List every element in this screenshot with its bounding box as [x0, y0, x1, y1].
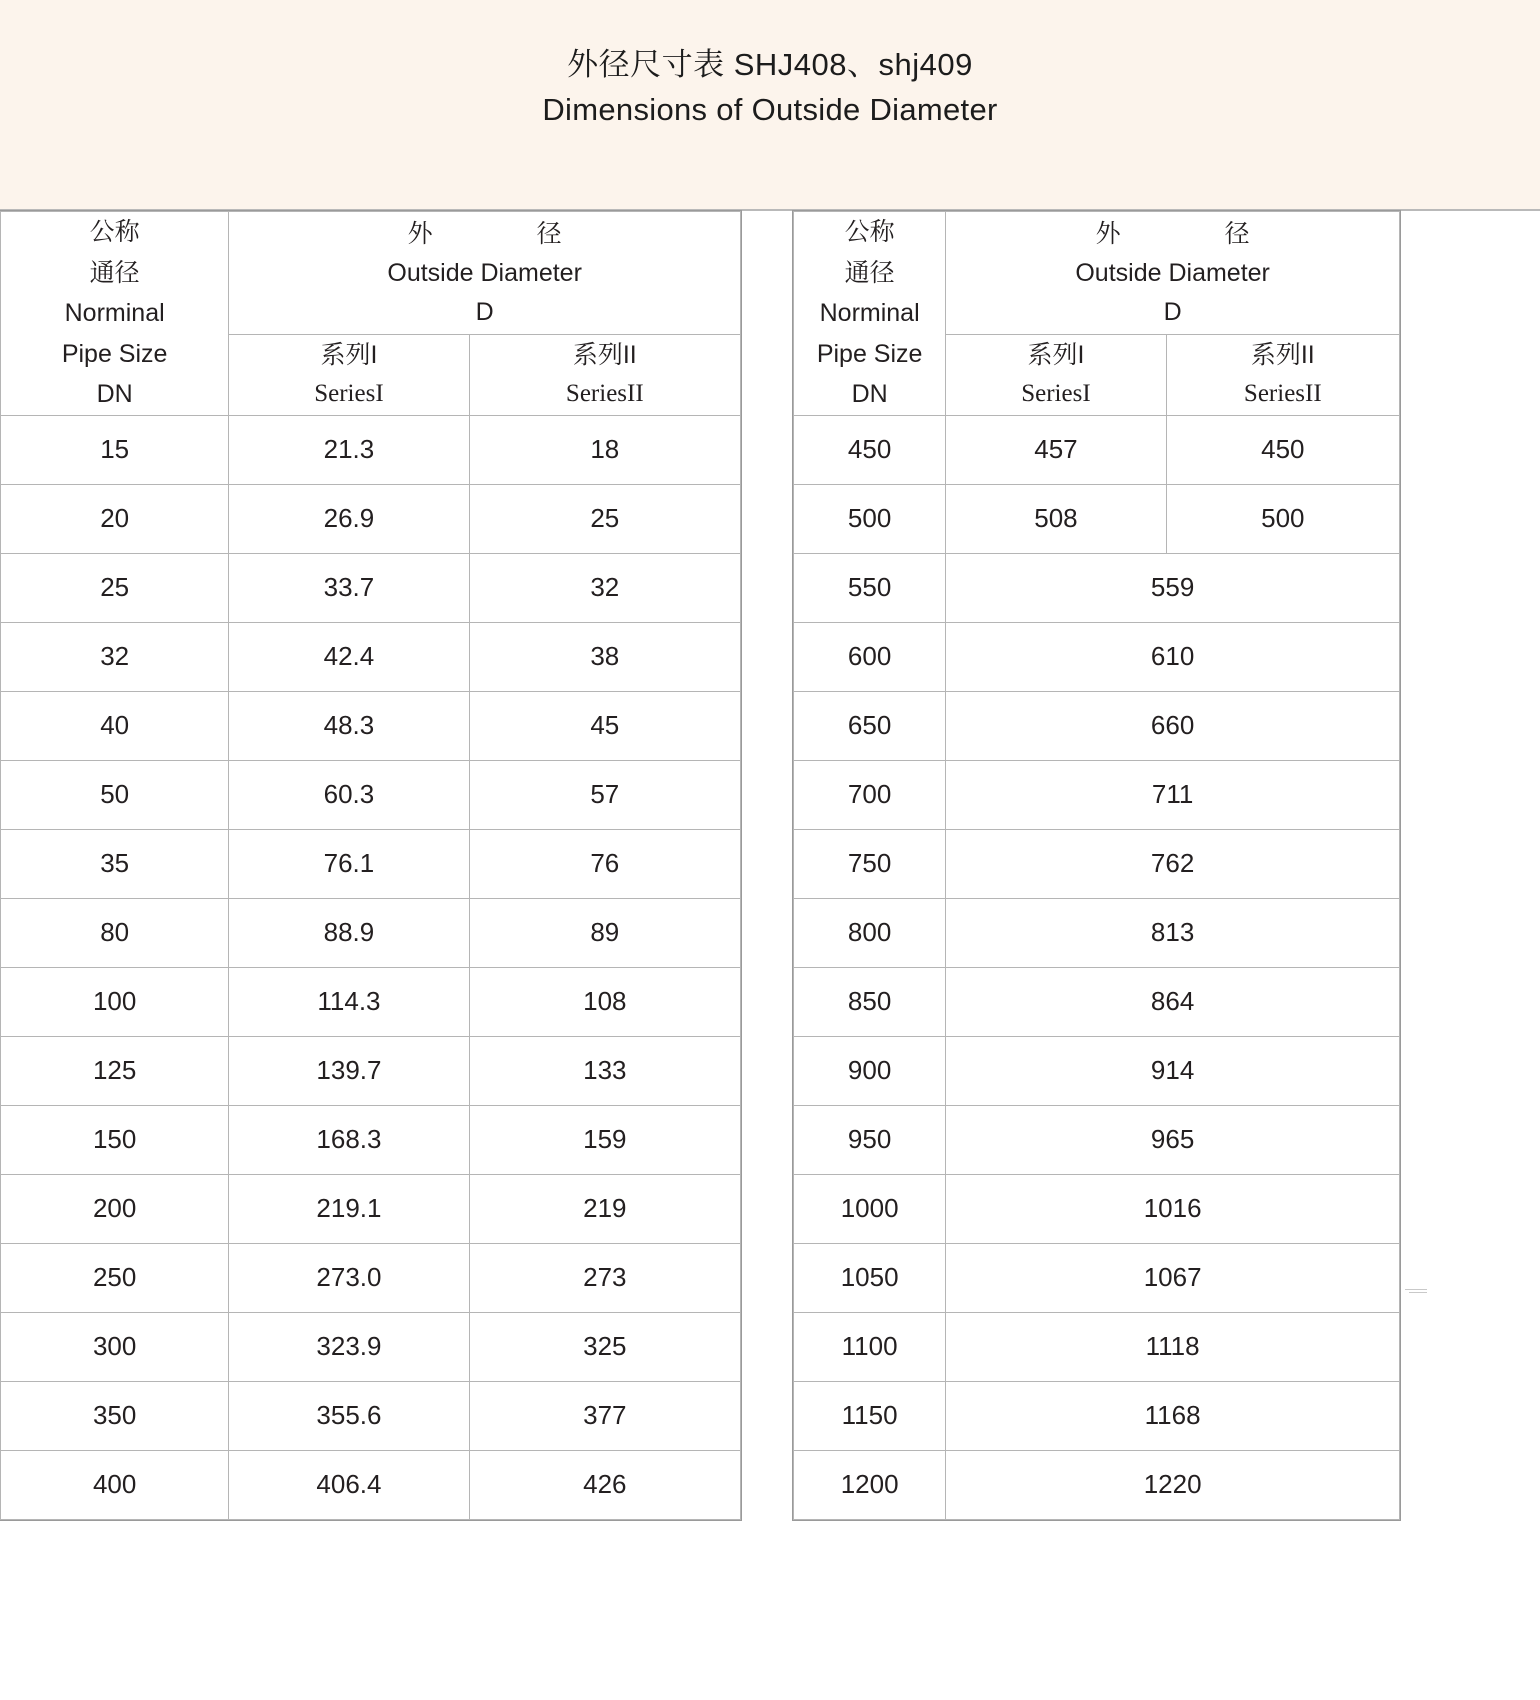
header-series1-cn: 系列I	[1027, 341, 1085, 370]
cell-series-1: 21.3	[229, 415, 469, 484]
cell-nominal-pipe-size: 700	[794, 760, 946, 829]
header-dn-en-2: Pipe Size	[816, 339, 923, 368]
cell-nominal-pipe-size: 600	[794, 622, 946, 691]
cell-nominal-pipe-size: 1150	[794, 1381, 946, 1450]
cell-series-1: 42.4	[229, 622, 469, 691]
cell-series-1: 273.0	[229, 1243, 469, 1312]
cell-outside-diameter-merged: 711	[946, 760, 1400, 829]
table-row	[794, 622, 1400, 691]
cell-nominal-pipe-size: 20	[1, 484, 229, 553]
cell-nominal-pipe-size: 40	[1, 691, 229, 760]
cell-nominal-pipe-size: 900	[794, 1036, 946, 1105]
header-series1-en: SeriesI	[1021, 379, 1091, 407]
cell-outside-diameter-merged: 1118	[946, 1312, 1400, 1381]
cell-nominal-pipe-size: 1050	[794, 1243, 946, 1312]
cell-outside-diameter-merged: 559	[946, 553, 1400, 622]
header-dn-cn-2: 通径	[844, 258, 895, 287]
table-row	[794, 1450, 1400, 1519]
cell-series-2: 450	[1166, 415, 1399, 484]
cell-nominal-pipe-size: 1000	[794, 1174, 946, 1243]
cell-series-1: 219.1	[229, 1174, 469, 1243]
cell-nominal-pipe-size: 300	[1, 1312, 229, 1381]
header-od-en: Outside Diameter	[1075, 258, 1270, 287]
header-series1-cn: 系列I	[320, 341, 378, 370]
cell-nominal-pipe-size: 35	[1, 829, 229, 898]
cell-nominal-pipe-size: 550	[794, 553, 946, 622]
cell-series-1: 457	[946, 415, 1166, 484]
cell-outside-diameter-merged: 660	[946, 691, 1400, 760]
cell-nominal-pipe-size: 350	[1, 1381, 229, 1450]
cell-series-1: 33.7	[229, 553, 469, 622]
table-right-body	[794, 415, 1400, 1519]
cell-nominal-pipe-size: 25	[1, 553, 229, 622]
cell-series-1: 139.7	[229, 1036, 469, 1105]
header-dn-en-1: Norminal	[64, 299, 165, 327]
table-row	[794, 829, 1400, 898]
table-row	[1, 1174, 741, 1243]
cell-series-1: 88.9	[229, 898, 469, 967]
cell-nominal-pipe-size: 50	[1, 760, 229, 829]
table-row	[1, 484, 741, 553]
cell-series-2: 325	[469, 1312, 740, 1381]
header-series-1	[229, 335, 469, 415]
header-od-en: Outside Diameter	[387, 258, 582, 287]
cell-nominal-pipe-size: 750	[794, 829, 946, 898]
cell-nominal-pipe-size: 400	[1, 1450, 229, 1519]
cell-nominal-pipe-size: 100	[1, 967, 229, 1036]
header-series-2	[1166, 335, 1399, 415]
cell-series-2: 273	[469, 1243, 740, 1312]
header-dn-cn-1: 公称	[89, 218, 140, 246]
table-row	[1, 1312, 741, 1381]
header-od-cn: 外 径	[407, 220, 580, 249]
cell-nominal-pipe-size: 1200	[794, 1450, 946, 1519]
cell-outside-diameter-merged: 610	[946, 622, 1400, 691]
cell-series-2: 108	[469, 967, 740, 1036]
cell-nominal-pipe-size: 650	[794, 691, 946, 760]
page-title-chinese: 外径尺寸表 SHJ408、shj409	[567, 46, 973, 82]
header-series2-cn: 系列II	[1250, 341, 1315, 370]
table-row	[794, 415, 1400, 484]
header-nominal-pipe-size	[794, 212, 946, 416]
cell-nominal-pipe-size: 850	[794, 967, 946, 1036]
cell-series-1: 406.4	[229, 1450, 469, 1519]
header-od-symbol: D	[1163, 297, 1182, 326]
table-row	[1, 691, 741, 760]
table-row	[794, 553, 1400, 622]
cell-nominal-pipe-size: 450	[794, 415, 946, 484]
table-row	[1, 1450, 741, 1519]
dimensions-table-right	[793, 211, 1400, 1520]
cell-outside-diameter-merged: 1168	[946, 1381, 1400, 1450]
table-row	[1, 967, 741, 1036]
cell-series-2: 159	[469, 1105, 740, 1174]
scan-artifact-tick	[1409, 1292, 1427, 1293]
cell-series-1: 26.9	[229, 484, 469, 553]
cell-nominal-pipe-size: 500	[794, 484, 946, 553]
header-dn-en-3: DN	[96, 380, 133, 408]
table-row	[1, 1105, 741, 1174]
cell-series-2: 32	[469, 553, 740, 622]
table-row	[794, 1312, 1400, 1381]
table-row	[794, 1105, 1400, 1174]
cell-series-1: 48.3	[229, 691, 469, 760]
cell-nominal-pipe-size: 32	[1, 622, 229, 691]
cell-series-2: 25	[469, 484, 740, 553]
cell-series-2: 38	[469, 622, 740, 691]
header-series2-en: SeriesII	[565, 379, 644, 407]
table-row	[794, 484, 1400, 553]
table-row	[1, 760, 741, 829]
title-banner	[0, 0, 1540, 211]
cell-series-2: 76	[469, 829, 740, 898]
cell-nominal-pipe-size: 250	[1, 1243, 229, 1312]
cell-series-1: 508	[946, 484, 1166, 553]
header-od-symbol: D	[475, 297, 494, 326]
cell-nominal-pipe-size: 125	[1, 1036, 229, 1105]
cell-nominal-pipe-size: 150	[1, 1105, 229, 1174]
header-dn-cn-2: 通径	[89, 258, 140, 287]
cell-series-1: 323.9	[229, 1312, 469, 1381]
table-row	[794, 967, 1400, 1036]
cell-outside-diameter-merged: 813	[946, 898, 1400, 967]
dimensions-table-left	[0, 211, 741, 1520]
header-outside-diameter	[946, 212, 1400, 335]
cell-series-1: 60.3	[229, 760, 469, 829]
cell-nominal-pipe-size: 15	[1, 415, 229, 484]
cell-nominal-pipe-size: 80	[1, 898, 229, 967]
header-nominal-pipe-size	[1, 212, 229, 416]
table-left-header	[1, 212, 741, 416]
table-row	[794, 1174, 1400, 1243]
cell-series-2: 377	[469, 1381, 740, 1450]
header-series-2	[469, 335, 740, 415]
cell-nominal-pipe-size: 1100	[794, 1312, 946, 1381]
tables-area	[0, 211, 1540, 1700]
cell-series-1: 355.6	[229, 1381, 469, 1450]
table-row	[1, 553, 741, 622]
cell-nominal-pipe-size: 950	[794, 1105, 946, 1174]
cell-series-2: 57	[469, 760, 740, 829]
header-series-1	[946, 335, 1166, 415]
header-series2-cn: 系列II	[572, 341, 637, 370]
table-row	[794, 898, 1400, 967]
cell-series-2: 219	[469, 1174, 740, 1243]
header-row-top	[794, 212, 1400, 335]
header-series2-en: SeriesII	[1243, 379, 1322, 407]
cell-outside-diameter-merged: 965	[946, 1105, 1400, 1174]
header-dn-cn-1: 公称	[844, 218, 895, 246]
table-row	[794, 760, 1400, 829]
table-row	[794, 1381, 1400, 1450]
cell-outside-diameter-merged: 1016	[946, 1174, 1400, 1243]
cell-series-2: 500	[1166, 484, 1399, 553]
table-left-body	[1, 415, 741, 1519]
page-title-english: Dimensions of Outside Diameter	[542, 91, 998, 127]
cell-series-2: 45	[469, 691, 740, 760]
cell-outside-diameter-merged: 762	[946, 829, 1400, 898]
scan-artifact-tick	[1405, 1289, 1427, 1290]
header-dn-en-2: Pipe Size	[61, 339, 168, 368]
table-row	[1, 898, 741, 967]
table-row	[794, 1036, 1400, 1105]
cell-series-1: 114.3	[229, 967, 469, 1036]
table-row	[1, 622, 741, 691]
cell-outside-diameter-merged: 1067	[946, 1243, 1400, 1312]
cell-series-2: 133	[469, 1036, 740, 1105]
table-row	[1, 1036, 741, 1105]
cell-series-2: 89	[469, 898, 740, 967]
header-series1-en: SeriesI	[314, 379, 384, 407]
cell-series-1: 76.1	[229, 829, 469, 898]
cell-series-2: 426	[469, 1450, 740, 1519]
cell-nominal-pipe-size: 800	[794, 898, 946, 967]
header-dn-en-1: Norminal	[819, 299, 920, 327]
header-row-top	[1, 212, 741, 335]
cell-outside-diameter-merged: 914	[946, 1036, 1400, 1105]
table-row	[794, 1243, 1400, 1312]
header-dn-en-3: DN	[851, 380, 888, 408]
table-row	[1, 1243, 741, 1312]
cell-nominal-pipe-size: 200	[1, 1174, 229, 1243]
header-outside-diameter	[229, 212, 741, 335]
table-row	[1, 829, 741, 898]
table-right-header	[794, 212, 1400, 416]
table-row	[1, 1381, 741, 1450]
cell-series-1: 168.3	[229, 1105, 469, 1174]
header-od-cn: 外 径	[1095, 220, 1268, 249]
cell-outside-diameter-merged: 1220	[946, 1450, 1400, 1519]
table-row	[1, 415, 741, 484]
cell-outside-diameter-merged: 864	[946, 967, 1400, 1036]
table-row	[794, 691, 1400, 760]
cell-series-2: 18	[469, 415, 740, 484]
